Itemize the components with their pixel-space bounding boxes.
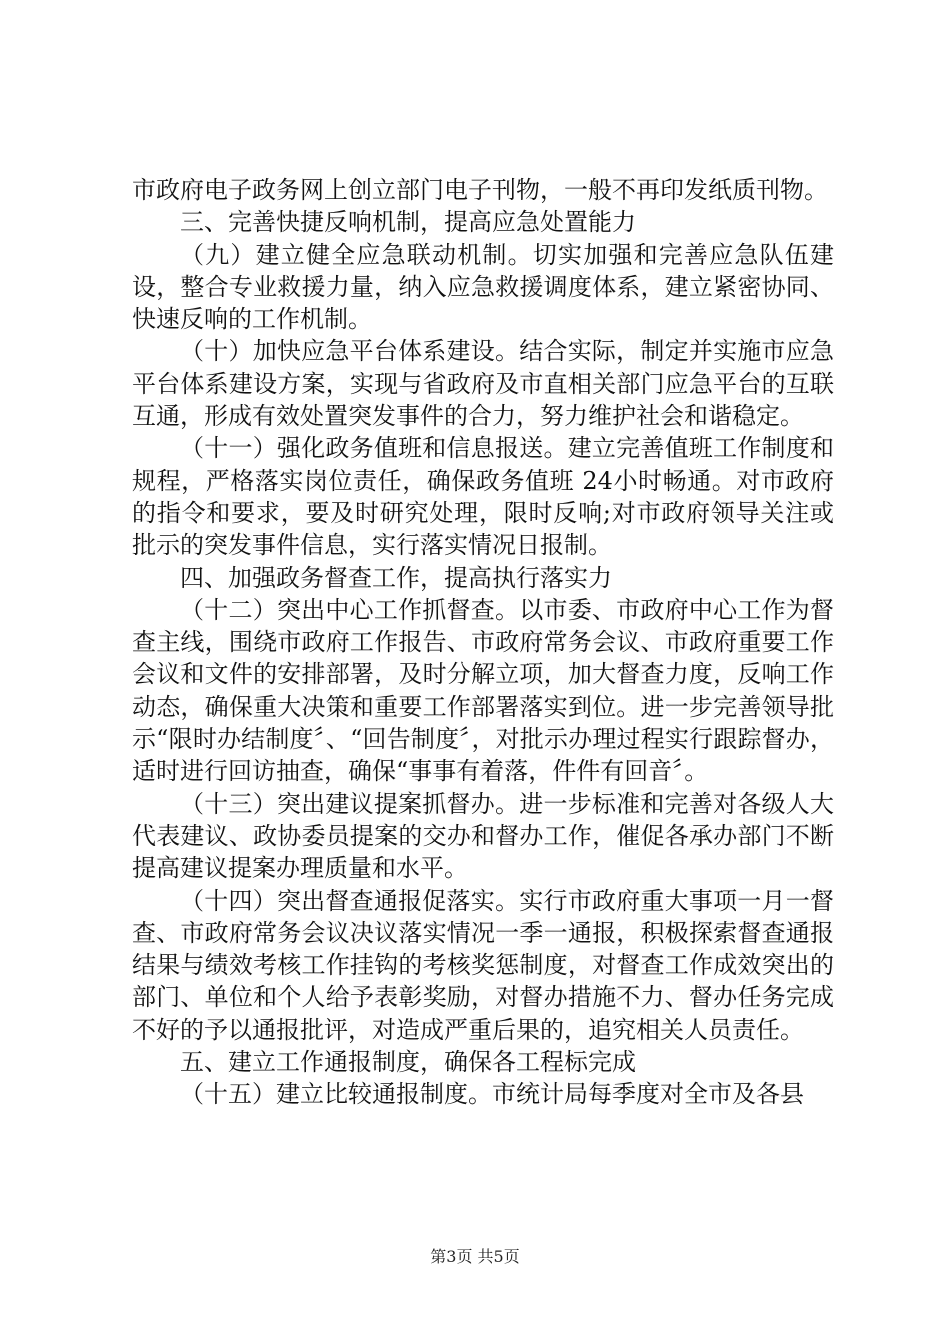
paragraph: 三、完善快捷反响机制，提高应急处置能力 — [180, 208, 636, 237]
page-footer: 第3页 共5页 — [430, 1247, 520, 1266]
paragraph: （十三）突出建议提案抓督办。进一步标准和完善对各级人大代表建议、政协委员提案的交办和督办工作，催促各承办部门不断提高建议提案办理质量和水平。 — [132, 789, 834, 883]
paragraph: （九）建立健全应急联动机制。切实加强和完善应急队伍建设，整合专业救援力量，纳入应急救援调度体系，建立紧密协同、快速反响的工作机制。 — [132, 240, 834, 334]
paragraph: 市政府电子政务网上创立部门电子刊物，一般不再印发纸质刊物。 — [132, 176, 828, 204]
paragraph: （十四）突出督查通报促落实。实行市政府重大事项一月一督查、市政府常务会议决议落实情况一季一通报，积极探索督查通报结果与绩效考核工作挂钩的考核奖惩制度，对督查工作成效突出的部门、单位和个人给予表彰奖励，对督办措施不力、督办任务完成不好的予以通报批评，对造成严重后果的，追究相关人员责任。 — [132, 886, 834, 1044]
paragraph: （十五）建立比较通报制度。市统计局每季度对全市及各县 — [180, 1080, 804, 1109]
document-body — [132, 174, 834, 1111]
paragraph: （十一）强化政务值班和信息报送。建立完善值班工作制度和规程，严格落实岗位责任，确保政务值班 24小时畅通。对市政府的指令和要求，要及时研究处理，限时反响;对市政府领导关注或批示的突发事件信息，实行落实情况日报制。 — [132, 434, 834, 560]
paragraph: 四、加强政务督查工作，提高执行落实力 — [180, 563, 612, 592]
paragraph: （十二）突出中心工作抓督查。以市委、市政府中心工作为督查主线，围绕市政府工作报告、市政府常务会议、市政府重要工作会议和文件的安排部署，及时分解立项，加大督查力度，反响工作动态，确保重大决策和重要工作部署落实到位。进一步完善领导批示“限时办结制度〞、“回告制度〞，对批示办理过程实行跟踪督办，适时进行回访抽查，确保“事事有着落，件件有回音〞。 — [132, 595, 834, 786]
paragraph: 五、建立工作通报制度，确保各工程标完成 — [180, 1048, 636, 1077]
paragraph: （十）加快应急平台体系建设。结合实际，制定并实施市应急平台体系建设方案，实现与省政府及市直相关部门应急平台的互联互通，形成有效处置突发事件的合力，努力维护社会和谐稳定。 — [132, 337, 834, 431]
